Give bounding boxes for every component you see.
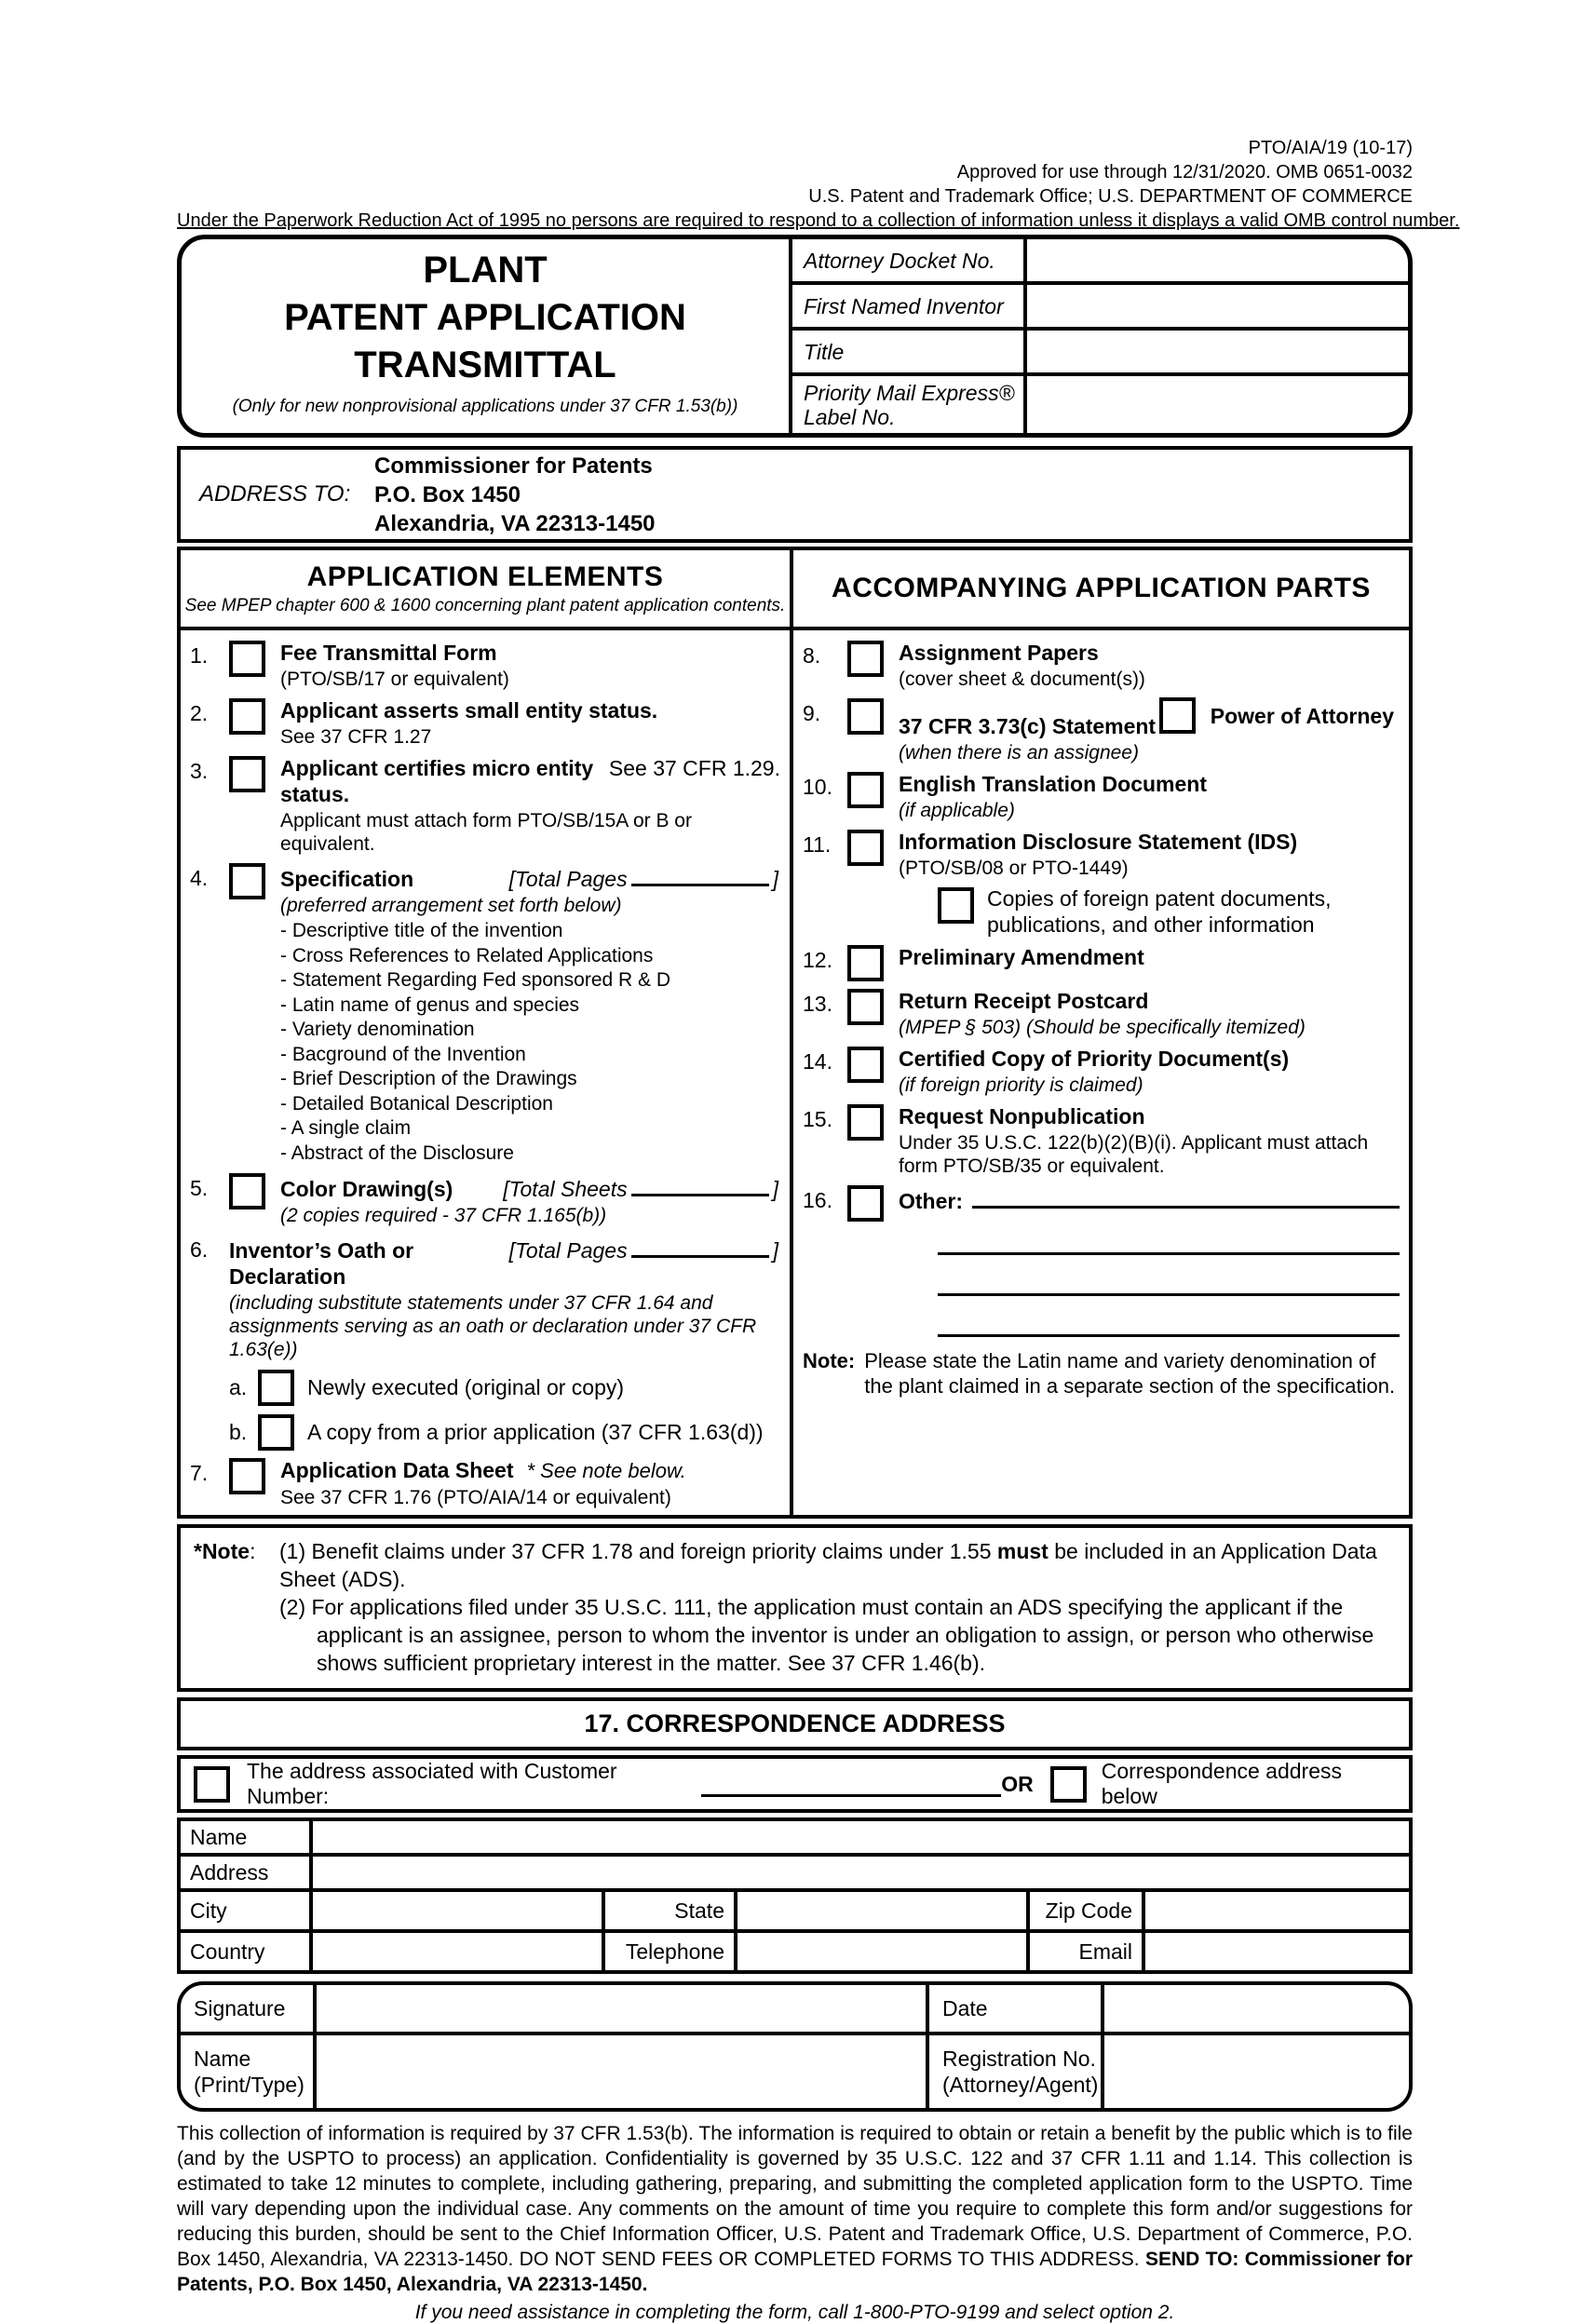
or-label: OR (1001, 1771, 1034, 1796)
title-cell (182, 239, 792, 433)
oath-option-b: b. A copy from a prior application (37 CFR 1.63(d)) (229, 1414, 780, 1451)
correspondence-below-label: Correspondence address below (1101, 1759, 1342, 1808)
address-to-lines (374, 452, 656, 538)
total-sheets-bracket: [Total Sheets ] (503, 1172, 780, 1202)
correspondence-address-below-checkbox[interactable] (1050, 1766, 1087, 1803)
application-elements-title: APPLICATION ELEMENTS (306, 561, 664, 592)
application-elements-header (181, 550, 790, 630)
name-label: Name (179, 1819, 311, 1855)
address-line-3: Alexandria, VA 22313-1450 (374, 510, 656, 536)
latin-name-note: Note: Please state the Latin name and variety denomination of the plant claimed in a separate section of the specification. (803, 1349, 1396, 1398)
ads-note-label: *Note: (194, 1539, 256, 1563)
paperwork-reduction-notice: Under the Paperwork Reduction Act of 1995 no persons are required to respond to a collection of information unless it displays a valid OMB control number. (177, 210, 1460, 231)
english-translation-checkbox[interactable] (847, 772, 884, 808)
signature-row (181, 1985, 1409, 2032)
table-row (179, 1855, 1411, 1890)
address-line-2: P.O. Box 1450 (374, 481, 521, 507)
docket-row (792, 327, 1408, 372)
customer-number-row (177, 1755, 1413, 1813)
address-line-1: Commissioner for Patents (374, 453, 653, 479)
cfr-373c-statement-checkbox[interactable] (847, 698, 884, 735)
specification-checkbox[interactable] (229, 863, 265, 899)
state-label: State (603, 1890, 736, 1931)
ads-note-line-2: (2) For applications filed under 35 U.S.C. 111, the application must contain an ADS specifying the applicant if the applicant is an assignee, person to whom the inventor is under an obligation to assign, or person who otherwise shows sufficient proprietary interest in the matter. See 37 CFR 1.46(b). (279, 1595, 1374, 1675)
fee-transmittal-checkbox[interactable] (229, 641, 265, 677)
request-nonpublication-checkbox[interactable] (847, 1104, 884, 1141)
prior-application-copy-checkbox[interactable] (258, 1414, 294, 1451)
micro-entity-checkbox[interactable] (229, 756, 265, 792)
foreign-copies-checkbox[interactable] (938, 887, 974, 924)
other-checkbox[interactable] (847, 1185, 884, 1222)
docket-row (792, 239, 1408, 281)
attorney-docket-value[interactable] (1027, 239, 1408, 281)
accompanying-parts-section (793, 550, 1409, 1515)
foreign-copies-option: Copies of foreign patent documents, publications, and other information (938, 885, 1400, 938)
element-micro-entity: 3. Applicant certifies micro entity status. See 37 CFR 1.29. Applicant must attach form PTO/SB/15A or B or equivalent. (190, 756, 780, 855)
title-line-1: PLANT (423, 250, 548, 290)
preliminary-amendment-checkbox[interactable] (847, 945, 884, 981)
assistance-line: If you need assistance in completing the form, call 1-800-PTO-9199 and select option 2. (414, 2302, 1175, 2323)
attorney-docket-label: Attorney Docket No. (792, 239, 1027, 281)
priority-mail-value[interactable] (1027, 376, 1408, 433)
part-ids: 11. Information Disclosure Statement (IDS) (PTO/SB/08 or PTO-1449) Copies of foreign patent documents, publications, and other information (803, 829, 1400, 938)
certified-priority-copy-checkbox[interactable] (847, 1047, 884, 1083)
printed-name-row (181, 2032, 1409, 2108)
element-specification: 4. Specification [Total Pages ] (preferred arrangement set forth below) - Descriptive title of the invention - Cross References to Related Applications - Statement Regarding Fed sponsored R & D - Latin name of genus and species - Variety denomination - Bacground of the Invention - Brief Description of the Drawings - Detailed Botanical Description - A single claim - Abstract of the Disclosure (190, 862, 780, 1166)
signature-value[interactable] (317, 1985, 929, 2032)
element-application-data-sheet: 7. Application Data Sheet * See note below. See 37 CFR 1.76 (PTO/AIA/14 or equivalent) (190, 1458, 686, 1508)
email-label: Email (1028, 1931, 1143, 1972)
customer-number-label: The address associated with Customer Number: (247, 1759, 617, 1808)
application-data-sheet-checkbox[interactable] (229, 1458, 265, 1494)
registration-no-label: Registration No. (Attorney/Agent) (929, 2035, 1104, 2108)
element-color-drawings: 5. Color Drawing(s) [Total Sheets ] (2 copies required - 37 CFR 1.165(b)) (190, 1172, 780, 1227)
city-label: City (179, 1890, 311, 1931)
city-value[interactable] (311, 1890, 603, 1931)
omb-approval: Approved for use through 12/31/2020. OMB 0651-0032 (956, 162, 1413, 182)
part-other: 16. Other: (803, 1184, 1400, 1337)
form-number: PTO/AIA/19 (10-17) (1248, 138, 1413, 158)
return-receipt-postcard-checkbox[interactable] (847, 989, 884, 1025)
burden-statement: This collection of information is required by 37 CFR 1.53(b). The information is required to obtain or retain a benefit by the public which is to file (and by the USPTO to process) an application. Confidentiality is governed by 35 U.S.C. 122 and 37 CFR 1.11 and 1.14. This collection is estimated to take 12 minutes to complete, including gathering, preparing, and submitting the completed application form to the USPTO. Time will vary depending upon the individual case. Any comments on the amount of time you require to complete this form and/or suggestions for reducing this burden, should be sent to the Chief Information Officer, U.S. Patent and Trademark Office, U.S. Department of Commerce, P.O. Box 1450, Alexandria, VA 22313-1450. DO NOT SEND FEES OR COMPLETED FORMS TO THIS ADDRESS. SEND TO: Commissioner for Patents, P.O. Box 1450, Alexandria, VA 22313-1450. (177, 2123, 1413, 2295)
color-drawings-checkbox[interactable] (229, 1173, 265, 1209)
form-header (177, 136, 1460, 233)
address-value[interactable] (311, 1855, 1411, 1890)
priority-mail-label: Priority Mail Express® Label No. (792, 376, 1027, 433)
ads-note-box (177, 1524, 1413, 1692)
other-field-line-2[interactable] (938, 1214, 1400, 1255)
customer-number-field[interactable] (701, 1771, 1001, 1797)
printed-name-label: Name (Print/Type) (181, 2035, 317, 2108)
date-label: Date (929, 1985, 1104, 2032)
ads-note-line-1: (1) Benefit claims under 37 CFR 1.78 and foreign priority claims under 1.55 must be included in an Application Data Sheet (ADS). (279, 1539, 1377, 1591)
address-to-label: ADDRESS TO: (199, 481, 351, 507)
power-of-attorney-option: Power of Attorney (1159, 697, 1400, 734)
signature-label: Signature (181, 1985, 317, 2032)
registration-no-value[interactable] (1104, 2035, 1409, 2108)
address-to-box (177, 446, 1413, 543)
state-value[interactable] (736, 1890, 1028, 1931)
title-field-value[interactable] (1027, 331, 1408, 372)
newly-executed-checkbox[interactable] (258, 1370, 294, 1406)
oath-total-pages-bracket: [Total Pages ] (509, 1234, 780, 1263)
total-sheets-field[interactable] (631, 1172, 769, 1196)
first-named-inventor-label: First Named Inventor (792, 285, 1027, 327)
total-pages-field[interactable] (631, 862, 769, 886)
docket-table (792, 239, 1408, 433)
printed-name-value[interactable] (317, 2035, 929, 2108)
form-title-box (177, 235, 1413, 438)
title-line-2: PATENT APPLICATION (284, 297, 686, 338)
oath-option-a: a. Newly executed (original or copy) (229, 1370, 780, 1406)
main-sections (177, 547, 1413, 1519)
table-row (179, 1890, 1411, 1931)
country-label: Country (179, 1931, 311, 1972)
part-preliminary-amendment: 12. Preliminary Amendment (803, 944, 1400, 981)
part-373c-statement: 9. 37 CFR 3.73(c) Statement Power of Attorney (when there is an assignee) (803, 697, 1400, 764)
name-value[interactable] (311, 1819, 1411, 1855)
agency-line: U.S. Patent and Trademark Office; U.S. DEPARTMENT OF COMMERCE (808, 186, 1413, 207)
oath-total-pages-field[interactable] (631, 1234, 769, 1258)
table-row (179, 1819, 1411, 1855)
application-elements-section (181, 550, 793, 1515)
first-named-inventor-value[interactable] (1027, 285, 1408, 327)
power-of-attorney-checkbox[interactable] (1159, 697, 1196, 734)
other-field-line-1[interactable] (972, 1184, 1400, 1209)
title-note: (Only for new nonprovisional applications under 37 CFR 1.53(b)) (232, 397, 738, 416)
application-elements-subtitle: See MPEP chapter 600 & 1600 concerning plant patent application contents. (184, 595, 786, 615)
title-field-label: Title (792, 331, 1027, 372)
address-label: Address (179, 1855, 311, 1890)
part-certified-copy: 14. Certified Copy of Priority Document(s) (if foreign priority is claimed) (803, 1047, 1290, 1096)
accompanying-parts-title: ACCOMPANYING APPLICATION PARTS (832, 573, 1371, 603)
specification-arrangement-list: - Descriptive title of the invention - Cross References to Related Applications - Statement Regarding Fed sponsored R & D - Latin name of genus and species - Variety denomination - Bacground of the Invention - Brief Description of the Drawings - Detailed Botanical Description - A single claim - Abstract of the Disclosure (280, 920, 671, 1164)
part-return-receipt: 13. Return Receipt Postcard (MPEP § 503) (Should be specifically itemized) (803, 989, 1306, 1038)
zip-label: Zip Code (1028, 1890, 1143, 1931)
email-value[interactable] (1143, 1931, 1411, 1972)
element-fee-transmittal: 1. Fee Transmittal Form (PTO/SB/17 or equivalent) (190, 641, 509, 690)
date-value[interactable] (1104, 1985, 1409, 2032)
correspondence-address-table (177, 1817, 1413, 1974)
element-oath-declaration: 6. Inventor’s Oath or Declaration [Total Pages ] (including substitute statements under 37 CFR 1.64 and assignments serving as an oath or declaration under 37 CFR 1.63(e)) a. Newly executed (original or copy) b. A copy from a prior application (37 CFR 1.63(d)) (190, 1234, 780, 1451)
part-assignment-papers: 8. Assignment Papers (cover sheet & document(s)) (803, 641, 1145, 690)
other-field-line-3[interactable] (938, 1255, 1400, 1296)
docket-row (792, 372, 1408, 433)
correspondence-header: 17. CORRESPONDENCE ADDRESS (177, 1697, 1413, 1750)
small-entity-checkbox[interactable] (229, 698, 265, 735)
table-row (179, 1931, 1411, 1972)
part-english-translation: 10. English Translation Document (if applicable) (803, 772, 1207, 821)
part-request-nonpublication: 15. Request Nonpublication Under 35 U.S.C. 122(b)(2)(B)(i). Applicant must attach form PTO/SB/35 or equivalent. (803, 1104, 1369, 1177)
zip-value[interactable] (1143, 1890, 1411, 1931)
customer-number-checkbox[interactable] (194, 1766, 230, 1803)
docket-row (792, 281, 1408, 327)
or-group (1001, 1759, 1394, 1809)
accompanying-parts-header (793, 550, 1409, 630)
other-field-line-4[interactable] (938, 1296, 1400, 1337)
element-small-entity: 2. Applicant asserts small entity status. See 37 CFR 1.27 (190, 698, 658, 748)
ids-checkbox[interactable] (847, 830, 884, 866)
signature-section (177, 1981, 1413, 2112)
title-line-3: TRANSMITTAL (354, 345, 616, 385)
telephone-label: Telephone (603, 1931, 736, 1972)
telephone-value[interactable] (736, 1931, 1028, 1972)
country-value[interactable] (311, 1931, 603, 1972)
total-pages-bracket: [Total Pages ] (509, 862, 780, 892)
assignment-papers-checkbox[interactable] (847, 641, 884, 677)
